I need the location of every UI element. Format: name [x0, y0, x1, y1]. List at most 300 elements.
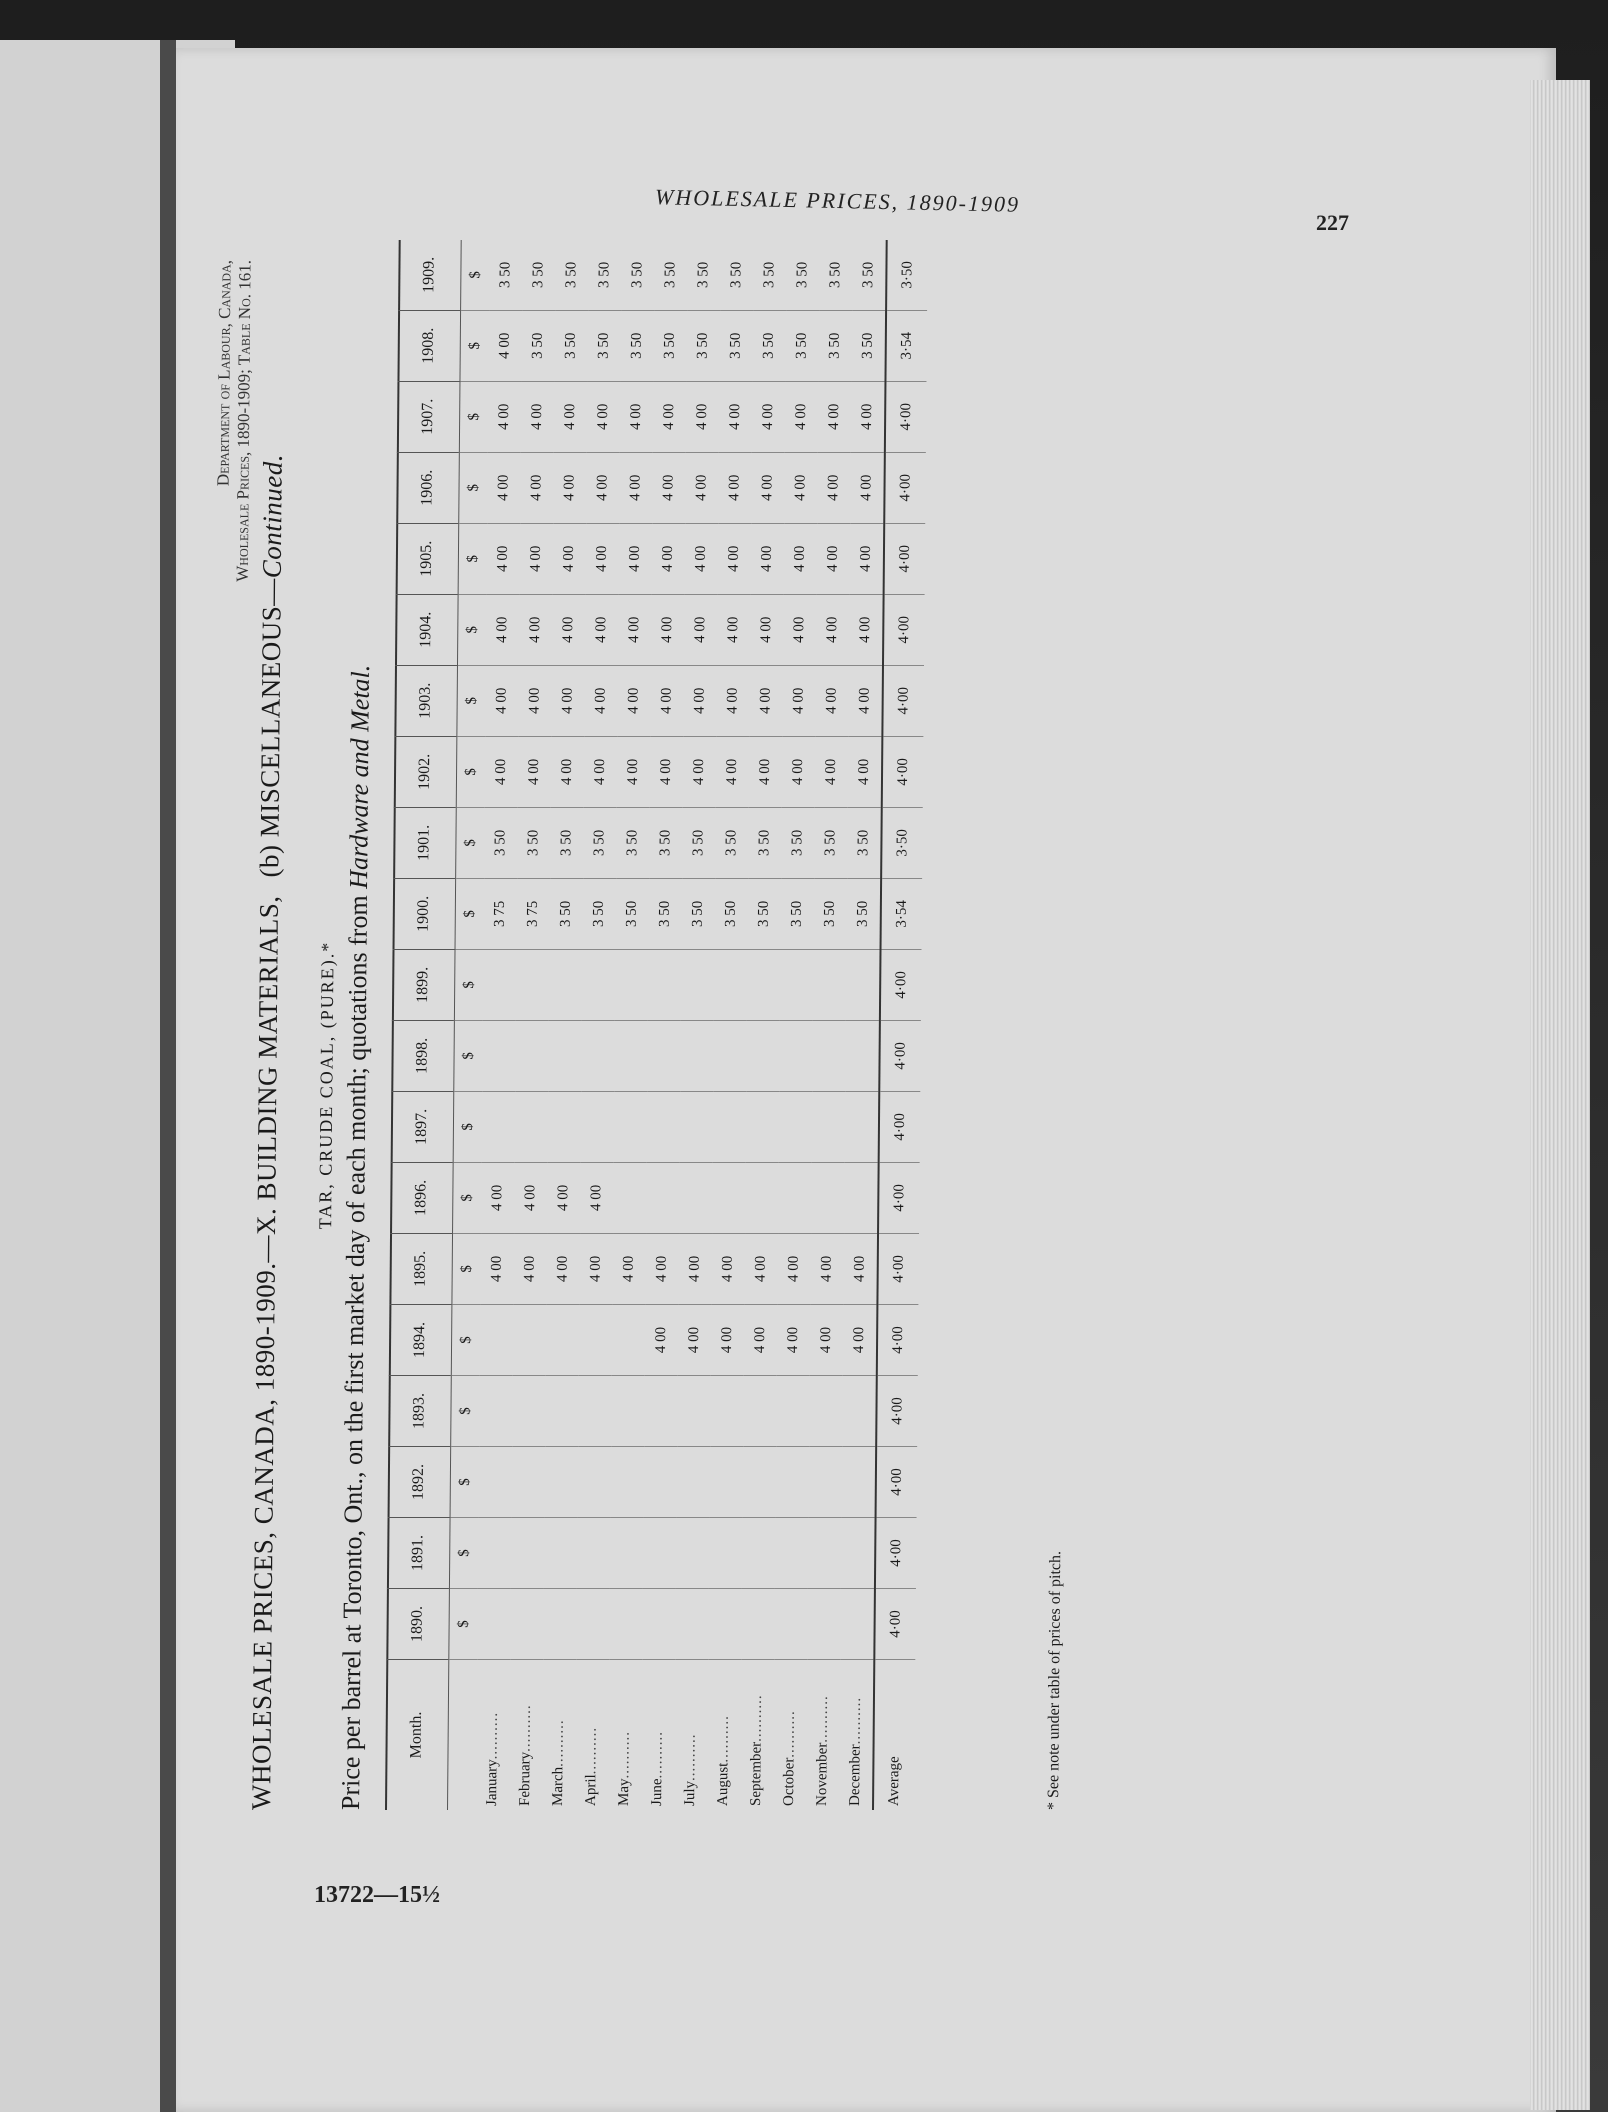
price-cell: 4 00 — [518, 736, 552, 807]
running-head: WHOLESALE PRICES, 1890-1909 — [654, 184, 1021, 217]
year-column-header: 1901. — [393, 807, 456, 878]
price-cell — [743, 1375, 777, 1446]
price-cell: 4 00 — [552, 594, 586, 665]
price-cell: 4 00 — [579, 1233, 613, 1304]
average-cell: 4·00 — [879, 1091, 921, 1162]
year-column-header: 1895. — [389, 1233, 452, 1304]
price-cell: 4 00 — [684, 594, 718, 665]
price-cell: 4 00 — [751, 523, 785, 594]
price-cell — [610, 1517, 644, 1588]
price-cell: 4 00 — [645, 1233, 679, 1304]
year-column-header: 1904. — [395, 594, 458, 665]
price-cell — [743, 1446, 777, 1517]
price-cell — [548, 1091, 582, 1162]
price-cell: 3 50 — [748, 807, 782, 878]
month-name: July — [682, 1780, 699, 1806]
price-cell — [809, 1446, 843, 1517]
price-cell: 4 00 — [843, 1233, 878, 1304]
price-cell: 4 00 — [520, 523, 554, 594]
price-cell — [479, 1446, 513, 1517]
price-cell: 4 00 — [749, 665, 783, 736]
price-cell: 3 50 — [620, 310, 654, 381]
average-cell: 3·50 — [881, 807, 923, 878]
year-column-header: 1907. — [397, 381, 460, 452]
price-cell: 4 00 — [751, 452, 785, 523]
price-cell — [512, 1375, 546, 1446]
price-cell: 3 50 — [616, 807, 650, 878]
price-cell: 4 00 — [785, 381, 819, 452]
price-cell — [578, 1375, 612, 1446]
price-cell: 3 50 — [682, 878, 716, 949]
price-cell — [545, 1446, 579, 1517]
price-cell: 4 00 — [584, 736, 618, 807]
price-cell: 4 00 — [486, 594, 520, 665]
price-cell: 3 50 — [522, 240, 556, 310]
month-name: January — [484, 1759, 501, 1806]
table-reference-line: Wholesale Prices, 1890-1909; Table No. 161. — [232, 260, 255, 582]
unit-cell: $ — [454, 1020, 483, 1091]
price-cell — [779, 1091, 813, 1162]
sheet-identifier: 13722—15½ — [314, 1882, 440, 1908]
price-cell — [712, 1162, 746, 1233]
price-cell: 4 00 — [817, 523, 851, 594]
month-name: October — [781, 1757, 798, 1806]
price-cell: 4 00 — [850, 523, 885, 594]
average-cell: 4·00 — [884, 452, 926, 523]
commodity-subtitle: TAR, CRUDE COAL, (PURE).* — [315, 940, 338, 1230]
unit-cell: $ — [451, 1375, 480, 1446]
price-cell — [546, 1304, 580, 1375]
price-cell: 3 50 — [748, 878, 782, 949]
price-cell: 3 75 — [484, 878, 518, 949]
price-cell: 4 00 — [784, 452, 818, 523]
price-cell: 4 00 — [553, 452, 587, 523]
month-name: February — [517, 1751, 534, 1806]
price-cell — [840, 1588, 875, 1659]
price-cell — [741, 1588, 775, 1659]
price-cell: 3 50 — [621, 240, 655, 310]
price-cell: 4 00 — [711, 1304, 745, 1375]
price-cell — [581, 1020, 615, 1091]
footnote: * See note under table of prices of pitch. — [1045, 1550, 1065, 1810]
price-cell — [809, 1375, 843, 1446]
average-cell: 4·00 — [883, 594, 925, 665]
price-cell — [774, 1588, 808, 1659]
price-cell — [611, 1446, 645, 1517]
price-cell: 4 00 — [619, 452, 653, 523]
price-cell: 3 50 — [719, 310, 753, 381]
average-cell: 3·54 — [885, 310, 927, 381]
price-cell — [609, 1588, 643, 1659]
price-cell: 3 50 — [484, 807, 518, 878]
book-gutter — [160, 40, 176, 2112]
price-cell — [577, 1517, 611, 1588]
price-cell — [710, 1446, 744, 1517]
leader-dots: .......... — [583, 1726, 600, 1775]
price-cell: 3 50 — [587, 310, 621, 381]
price-cell: 4 00 — [848, 665, 883, 736]
price-cell: 3 50 — [649, 807, 683, 878]
price-cell: 4 00 — [850, 452, 885, 523]
price-cell — [515, 1020, 549, 1091]
price-cell: 4 00 — [514, 1162, 548, 1233]
year-column-header: 1892. — [388, 1446, 451, 1517]
leader-dots: .......... — [517, 1704, 534, 1752]
price-cell: 3 50 — [785, 310, 819, 381]
average-cell: 4·00 — [885, 381, 927, 452]
price-cell: 4 00 — [520, 452, 554, 523]
price-cell: 4 00 — [620, 381, 654, 452]
price-cell: 3 50 — [847, 878, 882, 949]
price-cell: 4 00 — [617, 736, 651, 807]
month-label — [674, 1660, 708, 1811]
price-cell: 4 00 — [521, 381, 555, 452]
price-cell: 4 00 — [551, 736, 585, 807]
unit-cell: $ — [453, 1162, 482, 1233]
department-header — [209, 260, 256, 1040]
year-column-header: 1900. — [393, 878, 456, 949]
leader-dots: .......... — [781, 1710, 798, 1758]
price-cell: 3 50 — [588, 240, 622, 310]
price-cell — [807, 1588, 841, 1659]
average-cell: 4·00 — [879, 1020, 921, 1091]
price-cell: 3 50 — [814, 878, 848, 949]
average-cell: 4·00 — [882, 665, 924, 736]
price-cell: 4 00 — [719, 381, 753, 452]
price-cell: 4 00 — [810, 1304, 844, 1375]
month-label — [773, 1660, 807, 1811]
price-cell — [844, 1162, 879, 1233]
price-cell — [576, 1588, 610, 1659]
price-cell: 4 00 — [848, 736, 883, 807]
price-cell — [746, 1020, 780, 1091]
price-cell: 3 50 — [521, 310, 555, 381]
price-cell: 4 00 — [518, 665, 552, 736]
month-label — [476, 1660, 510, 1811]
price-cell: 4 00 — [487, 523, 521, 594]
price-cell — [813, 949, 847, 1020]
unit-row-label — [448, 1660, 478, 1811]
price-cell: 4 00 — [554, 381, 588, 452]
price-cell — [680, 1091, 714, 1162]
price-cell: 4 00 — [816, 594, 850, 665]
price-cell: 4 00 — [685, 523, 719, 594]
price-cell: 3 50 — [555, 240, 589, 310]
price-cell: 4 00 — [777, 1233, 811, 1304]
year-column-header: 1906. — [396, 452, 459, 523]
price-cell — [747, 949, 781, 1020]
unit-cell: $ — [452, 1233, 481, 1304]
price-cell — [675, 1588, 709, 1659]
unit-cell: $ — [457, 665, 486, 736]
price-cell — [516, 949, 550, 1020]
unit-cell: $ — [459, 381, 488, 452]
price-cell: 4 00 — [782, 665, 816, 736]
price-cell: 3 75 — [517, 878, 551, 949]
price-cell: 4 00 — [716, 665, 750, 736]
price-cell — [612, 1304, 646, 1375]
average-cell: 4·00 — [876, 1375, 918, 1446]
price-cell: 4 00 — [580, 1162, 614, 1233]
price-source: Hardware and Metal. — [344, 664, 375, 889]
price-cell: 4 00 — [685, 452, 719, 523]
price-cell: 4 00 — [618, 594, 652, 665]
leader-dots: .......... — [748, 1694, 766, 1742]
price-cell — [709, 1517, 743, 1588]
price-cell: 3 50 — [781, 807, 815, 878]
price-cell — [515, 1091, 549, 1162]
year-column-header: 1890. — [386, 1588, 449, 1659]
price-cell — [842, 1446, 877, 1517]
year-column-header: 1891. — [387, 1517, 450, 1588]
price-cell — [578, 1446, 612, 1517]
price-cell: 4 00 — [777, 1304, 811, 1375]
price-cell — [745, 1162, 779, 1233]
unit-cell: $ — [451, 1304, 480, 1375]
price-cell — [713, 1091, 747, 1162]
price-cell — [611, 1375, 645, 1446]
month-label — [740, 1660, 774, 1811]
price-cell — [677, 1375, 711, 1446]
price-cell: 3 50 — [583, 807, 617, 878]
price-table — [385, 240, 928, 1810]
price-cell — [483, 949, 517, 1020]
price-cell: 4 00 — [519, 594, 553, 665]
month-name: June — [649, 1778, 666, 1806]
price-cell: 4 00 — [716, 736, 750, 807]
average-cell: 4·00 — [875, 1517, 917, 1588]
price-cell: 4 00 — [678, 1233, 712, 1304]
price-cell: 4 00 — [810, 1233, 844, 1304]
price-cell: 3 50 — [715, 878, 749, 949]
year-column-header: 1893. — [388, 1375, 451, 1446]
average-cell: 3·50 — [886, 240, 928, 310]
month-label — [608, 1660, 642, 1811]
price-cell — [846, 949, 881, 1020]
year-column-header: 1896. — [390, 1162, 453, 1233]
price-cell: 3 50 — [781, 878, 815, 949]
price-cell — [477, 1588, 511, 1659]
price-cell: 4 00 — [584, 665, 618, 736]
price-cell: 4 00 — [652, 523, 686, 594]
price-cell: 4 00 — [744, 1233, 778, 1304]
price-cell: 4 00 — [749, 736, 783, 807]
price-cell: 4 00 — [782, 736, 816, 807]
price-cell — [614, 1020, 648, 1091]
price-cell — [841, 1517, 876, 1588]
year-column-header: 1897. — [391, 1091, 454, 1162]
price-cell — [543, 1588, 577, 1659]
price-cell — [808, 1517, 842, 1588]
price-cell: 4 00 — [718, 523, 752, 594]
month-name: May — [616, 1778, 633, 1806]
price-cell — [644, 1375, 678, 1446]
unit-cell: $ — [455, 878, 484, 949]
unit-cell: $ — [461, 240, 490, 310]
price-cell: 4 00 — [650, 736, 684, 807]
price-cell: 3 50 — [720, 240, 754, 310]
price-cell — [778, 1162, 812, 1233]
average-cell: 4·00 — [877, 1304, 919, 1375]
price-cell — [842, 1375, 877, 1446]
price-cell: 4 00 — [645, 1304, 679, 1375]
price-cell — [548, 1020, 582, 1091]
price-cell — [579, 1304, 613, 1375]
average-cell: 4·00 — [876, 1446, 918, 1517]
leader-dots: .......... — [715, 1715, 732, 1763]
price-cell: 4 00 — [481, 1162, 515, 1233]
price-cell: 4 00 — [652, 452, 686, 523]
year-column-header: 1898. — [391, 1020, 454, 1091]
price-cell — [812, 1091, 846, 1162]
price-cell — [512, 1446, 546, 1517]
price-cell: 4 00 — [485, 665, 519, 736]
price-cell: 3 50 — [814, 807, 848, 878]
year-column-header: 1908. — [397, 310, 460, 381]
price-cell — [582, 949, 616, 1020]
title-main: WHOLESALE PRICES, CANADA, 1890-1909.—X. BUILDING MATERIALS, — [246, 895, 284, 1810]
unit-cell: $ — [449, 1517, 478, 1588]
price-cell: 4 00 — [651, 594, 685, 665]
price-cell — [479, 1375, 513, 1446]
price-cell — [482, 1020, 516, 1091]
price-cell: 4 00 — [744, 1304, 778, 1375]
price-cell — [613, 1162, 647, 1233]
price-cell: 3 50 — [583, 878, 617, 949]
month-label — [575, 1660, 609, 1811]
leader-dots: .......... — [682, 1733, 699, 1781]
price-cell — [780, 949, 814, 1020]
price-cell: 3 50 — [649, 878, 683, 949]
price-cell: 4 00 — [818, 381, 852, 452]
price-cell — [513, 1304, 547, 1375]
price-cell — [544, 1517, 578, 1588]
month-label — [707, 1660, 741, 1811]
title-part-b: (b) MISCELLANEOUS— — [254, 578, 287, 878]
price-cell: 4 00 — [653, 381, 687, 452]
price-cell: 4 00 — [617, 665, 651, 736]
average-cell: 3·54 — [881, 878, 923, 949]
price-cell: 4 00 — [547, 1162, 581, 1233]
department-line: Department of Labour, Canada, — [213, 260, 235, 487]
price-cell — [644, 1446, 678, 1517]
price-cell: 4 00 — [587, 381, 621, 452]
price-cell — [581, 1091, 615, 1162]
price-cell: 3 50 — [517, 807, 551, 878]
price-cell — [776, 1446, 810, 1517]
month-name: April — [583, 1774, 600, 1806]
price-cell: 3 50 — [550, 878, 584, 949]
price-cell: 4 00 — [650, 665, 684, 736]
year-column-header: 1905. — [396, 523, 459, 594]
price-cell: 3 50 — [616, 878, 650, 949]
price-cell — [680, 1020, 714, 1091]
price-cell: 4 00 — [683, 736, 717, 807]
price-cell: 3 50 — [715, 807, 749, 878]
price-cell — [681, 949, 715, 1020]
page-stack-edge — [1530, 80, 1590, 2110]
price-cell — [646, 1162, 680, 1233]
price-cell: 4 00 — [784, 523, 818, 594]
unit-cell: $ — [456, 807, 485, 878]
month-name: September — [748, 1741, 765, 1806]
price-description-text: Price per barrel at Toronto, Ont., on the first market day of each month; quotations from — [336, 895, 373, 1810]
rotated-table-block — [200, 250, 1204, 1810]
price-cell: 4 00 — [480, 1233, 514, 1304]
average-cell: 4·00 — [884, 523, 926, 594]
price-cell — [679, 1162, 713, 1233]
price-cell: 4 00 — [711, 1233, 745, 1304]
price-cell — [708, 1588, 742, 1659]
price-cell: 4 00 — [718, 452, 752, 523]
price-cell: 3 50 — [686, 310, 720, 381]
month-label — [839, 1660, 874, 1811]
price-cell: 3 50 — [847, 807, 882, 878]
price-cell — [480, 1304, 514, 1375]
price-cell: 4 00 — [851, 381, 886, 452]
price-cell: 3 50 — [851, 310, 886, 381]
leader-dots: .......... — [484, 1711, 501, 1760]
average-cell: 4·00 — [877, 1233, 919, 1304]
price-cell: 3 50 — [654, 240, 688, 310]
price-cell — [648, 949, 682, 1020]
price-cell: 4 00 — [586, 523, 620, 594]
month-label — [806, 1660, 840, 1811]
price-cell — [647, 1091, 681, 1162]
leader-dots: .......... — [616, 1731, 633, 1779]
month-label — [542, 1660, 576, 1811]
price-cell: 4 00 — [686, 381, 720, 452]
price-cell: 4 00 — [488, 310, 522, 381]
year-column-header: 1903. — [394, 665, 457, 736]
price-cell — [478, 1517, 512, 1588]
price-cell: 3 50 — [489, 240, 523, 310]
price-cell — [714, 949, 748, 1020]
price-cell: 4 00 — [750, 594, 784, 665]
price-cell: 3 50 — [550, 807, 584, 878]
average-cell: 4·00 — [874, 1588, 916, 1659]
price-cell: 3 50 — [682, 807, 716, 878]
price-cell: 3 50 — [752, 310, 786, 381]
title-continued: Continued. — [256, 454, 288, 579]
price-cell: 4 00 — [487, 452, 521, 523]
unit-cell: $ — [450, 1446, 479, 1517]
price-cell — [746, 1091, 780, 1162]
price-cell: 3 50 — [653, 310, 687, 381]
price-cell: 4 00 — [815, 736, 849, 807]
leader-dots: .......... — [814, 1695, 832, 1743]
unit-cell: $ — [460, 310, 489, 381]
month-name: August — [715, 1762, 732, 1806]
price-cell: 4 00 — [619, 523, 653, 594]
price-cell — [549, 949, 583, 1020]
price-cell — [615, 949, 649, 1020]
price-cell: 4 00 — [717, 594, 751, 665]
price-cell: 4 00 — [586, 452, 620, 523]
average-cell: 4·00 — [878, 1162, 920, 1233]
price-cell: 4 00 — [815, 665, 849, 736]
month-name: November — [814, 1742, 831, 1806]
price-cell: 4 00 — [551, 665, 585, 736]
price-cell: 3 50 — [818, 310, 852, 381]
price-cell — [713, 1020, 747, 1091]
price-cell — [511, 1517, 545, 1588]
price-cell: 4 00 — [683, 665, 717, 736]
average-cell: 4·00 — [880, 949, 922, 1020]
price-cell — [779, 1020, 813, 1091]
price-cell — [677, 1446, 711, 1517]
price-cell — [845, 1091, 880, 1162]
